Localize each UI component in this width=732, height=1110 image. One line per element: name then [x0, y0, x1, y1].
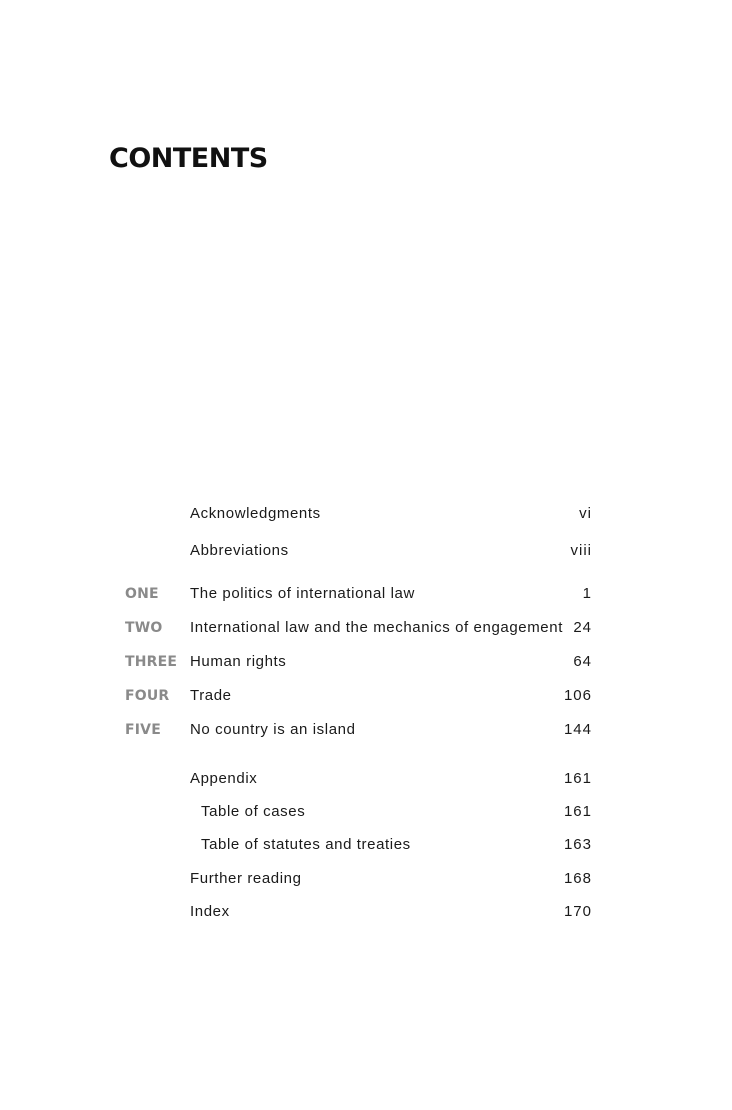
toc-entry-further-reading[interactable]: [0, 868, 732, 890]
toc-entry-page: 106: [563, 687, 592, 704]
toc-entry-title: Table of cases: [201, 803, 306, 820]
toc-entry-page: 161: [563, 803, 592, 820]
toc-entry-page: 170: [563, 903, 592, 920]
toc-chapter-two[interactable]: [0, 617, 732, 639]
toc-entry-title: Further reading: [190, 870, 302, 887]
toc-entry-page: 161: [563, 770, 592, 787]
toc-entry-title: Index: [190, 903, 230, 920]
toc-entry-page: viii: [570, 542, 592, 559]
toc-entry-appendix[interactable]: [0, 768, 732, 790]
toc-entry-table-of-cases[interactable]: [0, 801, 732, 823]
toc-entry-page: 168: [563, 870, 592, 887]
toc-chapter-four[interactable]: [0, 685, 732, 707]
toc-entry-title: Human rights: [190, 653, 287, 670]
toc-chapter-three[interactable]: [0, 651, 732, 673]
toc-entry-title: Acknowledgments: [190, 505, 321, 522]
toc-entry-page: 163: [563, 836, 592, 853]
toc-entry-page: vi: [579, 505, 592, 522]
toc-entry-title: No country is an island: [190, 721, 356, 738]
toc-chapter-five[interactable]: [0, 719, 732, 741]
toc-entry-acknowledgments[interactable]: [0, 503, 732, 525]
toc-entry-title: International law and the mechanics of engagement: [190, 619, 563, 636]
toc-entry-title: Abbreviations: [190, 542, 289, 559]
toc-entry-page: 64: [573, 653, 592, 670]
toc-entry-title: The politics of international law: [190, 585, 415, 602]
toc-chapter-one[interactable]: [0, 583, 732, 605]
chapter-number: FIVE: [125, 722, 161, 738]
toc-entry-page: 144: [563, 721, 592, 738]
toc-entry-table-of-statutes[interactable]: [0, 834, 732, 856]
chapter-number: THREE: [125, 654, 178, 670]
toc-entry-title: Table of statutes and treaties: [201, 836, 411, 853]
toc-entry-title: Trade: [190, 687, 232, 704]
chapter-number: ONE: [125, 586, 159, 602]
chapter-number: FOUR: [125, 688, 170, 704]
toc-entry-abbreviations[interactable]: [0, 540, 732, 562]
toc-entry-page: 24: [573, 619, 592, 636]
toc-entry-index[interactable]: [0, 901, 732, 923]
page-title: CONTENTS: [109, 143, 268, 174]
chapter-number: TWO: [125, 620, 163, 636]
toc-entry-page: 1: [582, 585, 592, 602]
toc-entry-title: Appendix: [190, 770, 258, 787]
